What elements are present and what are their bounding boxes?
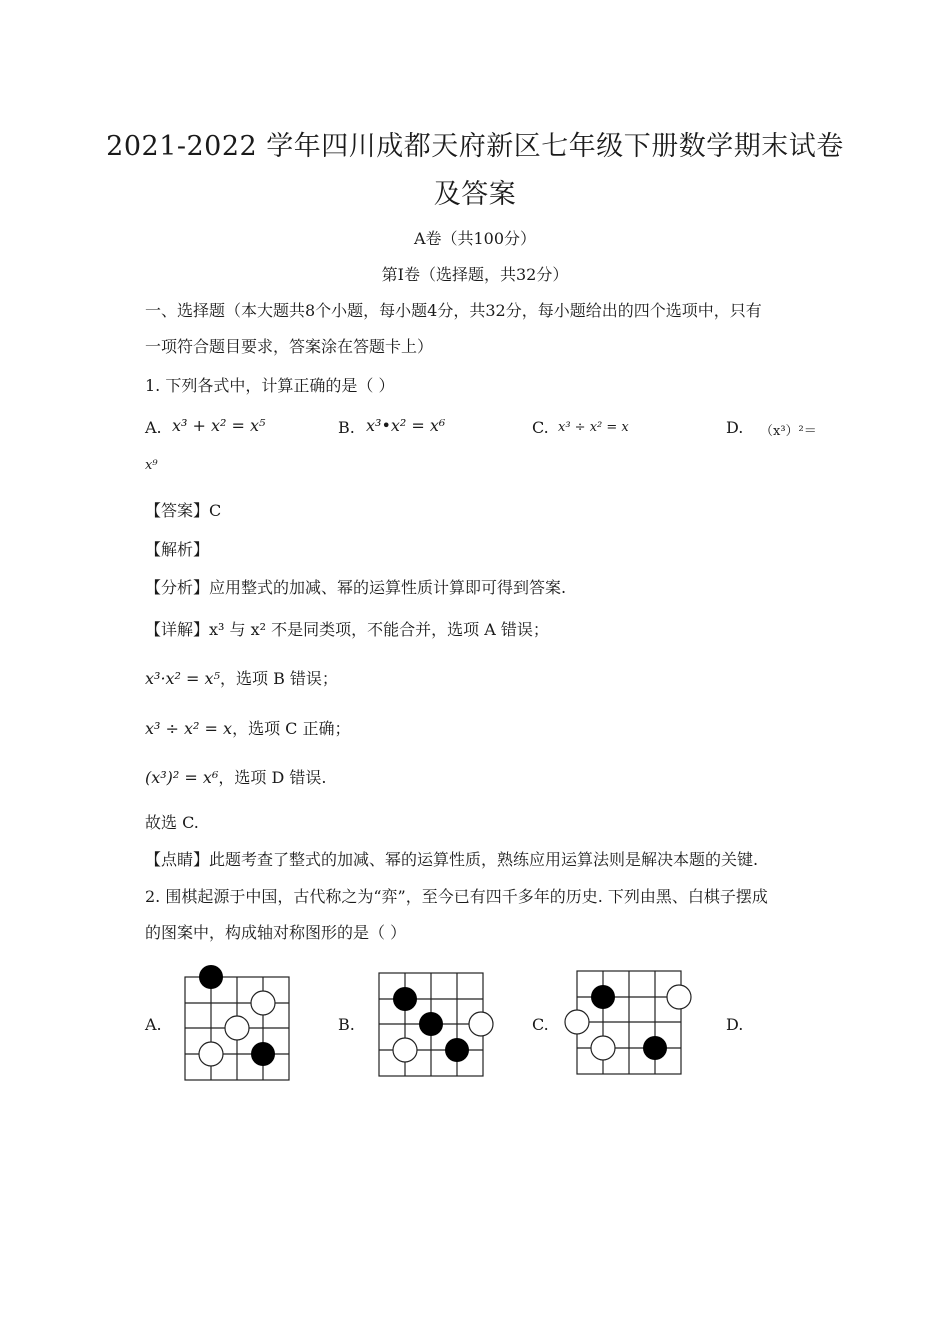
go-board-a	[180, 960, 295, 1085]
q2-option-b-label: B.	[338, 1015, 355, 1034]
q1-stem: 1. 下列各式中，计算正确的是（ ）	[145, 376, 395, 395]
q1-option-b-expr: x³•x² = x⁶	[366, 416, 446, 435]
q1-detail-line2-text: ，选项 B 错误；	[219, 669, 338, 688]
section-a-heading: A卷（共100分）	[413, 229, 537, 248]
q1-detail-line4	[145, 765, 326, 788]
q1-conclusion: 故选 C.	[145, 813, 199, 832]
black-stone	[199, 965, 223, 989]
go-board-c	[562, 966, 697, 1081]
document-title-line1: 2021-2022 学年四川成都天府新区七年级下册数学期末试卷	[106, 131, 844, 162]
q1-option-a-expr: x³ + x² = x⁵	[172, 416, 266, 435]
q1-fenxi: 【分析】应用整式的加减、幂的运算性质计算即可得到答案.	[145, 578, 567, 597]
document-title-line2: 及答案	[433, 179, 517, 210]
q1-option-d-label: D.	[726, 418, 744, 437]
white-stone	[393, 1038, 417, 1062]
white-stone	[199, 1042, 223, 1066]
black-stone	[251, 1042, 275, 1066]
q1-option-a-label: A.	[145, 418, 162, 437]
q1-detail-line3-expr: x³ ÷ x² = x	[145, 719, 233, 738]
q1-detail-line4-expr: (x³)² = x⁶	[145, 768, 219, 787]
q1-detail-line4-text: ，选项 D 错误.	[218, 768, 327, 787]
q2-option-c-label: C.	[532, 1015, 549, 1034]
q1-option-d-expr: （x³）²＝	[760, 424, 817, 439]
q1-detail-line3	[145, 716, 350, 739]
q1-detail-line3-text: ，选项 C 正确；	[232, 719, 351, 738]
section-1-heading: 第Ⅰ卷（选择题，共32分）	[381, 265, 569, 284]
white-stone	[565, 1010, 589, 1034]
black-stone	[393, 987, 417, 1011]
black-stone	[419, 1012, 443, 1036]
q2-option-d-label: D.	[726, 1015, 744, 1034]
black-stone	[591, 985, 615, 1009]
black-stone	[445, 1038, 469, 1062]
q1-option-d-continued: x⁹	[145, 458, 158, 473]
q2-option-a-label: A.	[145, 1015, 162, 1034]
white-stone	[251, 991, 275, 1015]
white-stone	[225, 1016, 249, 1040]
q1-detail-line2	[145, 666, 338, 689]
q1-option-c-expr: x³ ÷ x² = x	[558, 420, 629, 435]
q1-answer: 【答案】C	[145, 501, 222, 520]
q1-option-b-label: B.	[338, 418, 355, 437]
q1-detail-line1	[145, 617, 549, 640]
q1-detail-line1-text: x³ 与 x² 不是同类项，不能合并，选项 A 错误；	[209, 620, 549, 639]
q1-detail-line2-expr: x³·x² = x⁵	[145, 669, 220, 688]
go-board-b	[374, 966, 499, 1081]
white-stone	[469, 1012, 493, 1036]
q2-stem-line2: 的图案中，构成轴对称图形的是（ ）	[145, 923, 407, 942]
q2-stem-line1: 2. 围棋起源于中国，古代称之为“弈”，至今已有四千多年的历史. 下列由黑、白棋子摆成	[145, 887, 768, 906]
white-stone	[591, 1036, 615, 1060]
white-stone	[667, 985, 691, 1009]
q1-analysis-label: 【解析】	[145, 540, 210, 559]
q1-detail-prefix: 【详解】	[145, 620, 210, 639]
q1-dianjing: 【点睛】此题考查了整式的加减、幂的运算性质，熟练应用运算法则是解决本题的关键.	[145, 850, 759, 869]
instructions-line2: 一项符合题目要求，答案涂在答题卡上）	[145, 337, 434, 356]
black-stone	[643, 1036, 667, 1060]
q1-option-c-label: C.	[532, 418, 549, 437]
instructions-line1: 一、选择题（本大题共8个小题，每小题4分，共32分，每小题给出的四个选项中，只有	[145, 301, 762, 320]
